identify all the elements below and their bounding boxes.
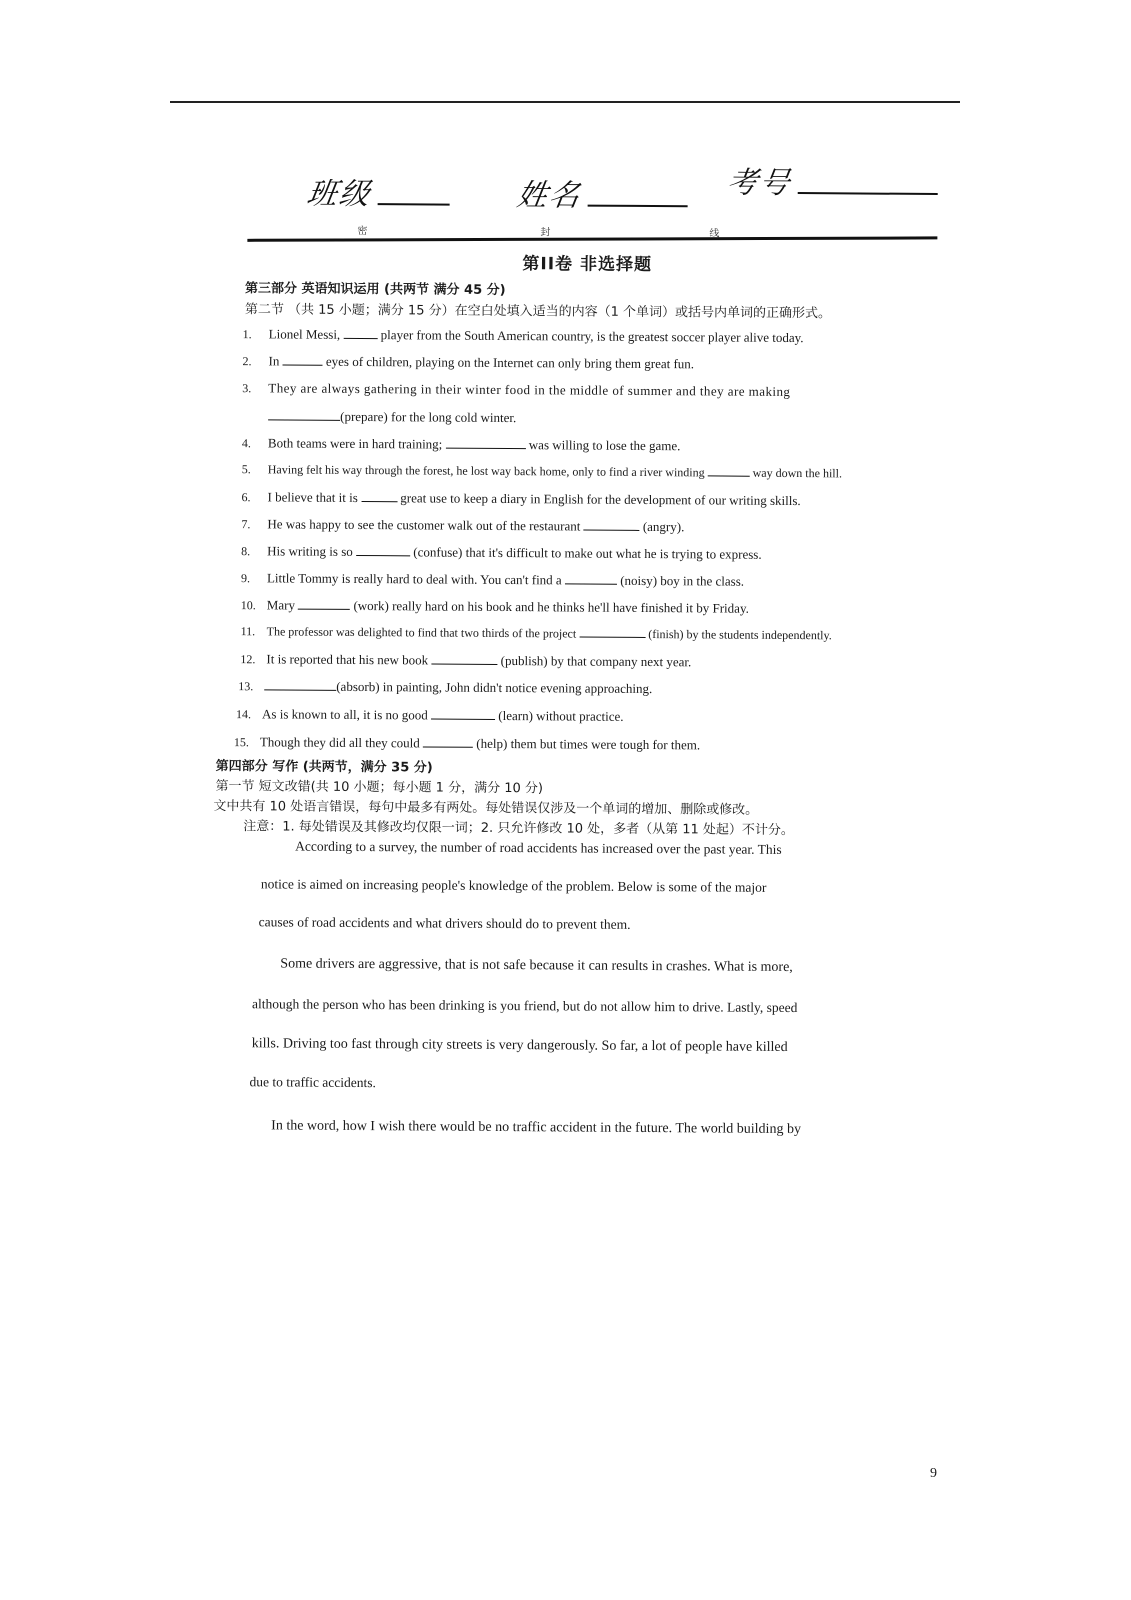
seal-line <box>247 236 937 241</box>
question-text-after: (help) them but times were tough for them. <box>476 735 701 753</box>
answer-blank[interactable] <box>565 573 617 584</box>
question-12 <box>240 651 691 670</box>
question-text-after: way down the hill. <box>752 465 843 481</box>
seal-char-mi: 密 <box>357 225 368 238</box>
question-text-after: (learn) without practice. <box>498 707 624 724</box>
part3-heading: 第三部分 英语知识运用 (共两节 满分 45 分) <box>244 281 506 299</box>
question-9 <box>241 570 744 590</box>
answer-blank[interactable] <box>446 438 526 450</box>
question-number: 3. <box>242 381 252 396</box>
top-rule <box>170 101 960 103</box>
question-number: 6. <box>241 490 251 505</box>
question-11 <box>241 624 832 643</box>
question-number: 7. <box>241 517 251 532</box>
name-blank <box>588 205 688 208</box>
question-text-after: (finish) by the students independently. <box>648 627 832 643</box>
answer-blank[interactable] <box>283 354 323 365</box>
question-text-after: great use to keep a diary in English for the development of our writing skills. <box>400 490 801 509</box>
question-number: 12. <box>240 652 256 667</box>
seal-char-feng: 封 <box>540 227 551 239</box>
question-13 <box>238 678 652 697</box>
name-field <box>514 170 688 215</box>
question-text-before: Little Tommy is really hard to deal with. You can't find a <box>266 570 562 588</box>
question-text-before: In <box>268 353 280 369</box>
name-label: 姓名 <box>514 178 584 214</box>
answer-blank[interactable] <box>268 409 340 421</box>
passage-line-8: In the word, how I wish there would be no traffic accident in the future. The world building by <box>271 1118 802 1138</box>
passage-line-6: kills. Driving too fast through city streets is very dangerously. So far, a lot of people have killed <box>251 1036 788 1055</box>
answer-blank[interactable] <box>579 627 645 638</box>
class-field <box>304 169 450 214</box>
question-number: 5. <box>241 462 251 477</box>
scanned-exam-page <box>211 150 958 1205</box>
question-text-before: Lionel Messi, <box>268 326 341 342</box>
exam-no-label: 考号 <box>724 165 794 201</box>
answer-blank[interactable] <box>343 328 377 339</box>
answer-blank[interactable] <box>423 736 473 747</box>
part4-instruction: 文中共有 10 处语言错误，每句中最多有两处。每处错误仅涉及一个单词的增加、删除或修改。 <box>213 798 759 818</box>
answer-blank[interactable] <box>708 465 750 476</box>
question-number: 2. <box>242 354 252 369</box>
answer-blank[interactable] <box>584 520 640 531</box>
question-text-after: (absorb) in painting, John didn't notice evening approaching. <box>336 678 653 697</box>
question-number: 4. <box>241 436 252 451</box>
part4-heading: 第四部分 写作 (共两节，满分 35 分) <box>215 758 433 776</box>
question-number: 15. <box>233 735 249 750</box>
answer-blank[interactable] <box>356 545 410 556</box>
part4-note: 注意：1. 每处错误及其修改均仅限一词；2. 只允许修改 10 处，多者（从第 11 处起）不计分。 <box>243 819 795 839</box>
question-text-before: As is known to all, it is no good <box>262 706 428 723</box>
question-text-after: was willing to lose the game. <box>528 437 681 454</box>
passage-line-5: although the person who has been drinking is you friend, but do not allow him to drive. Lastly, speed <box>251 996 798 1016</box>
page-number: 9 <box>930 1466 937 1481</box>
exam-no-blank <box>798 192 938 195</box>
question-10 <box>241 597 749 617</box>
class-blank <box>378 203 450 206</box>
passage-line-2: notice is aimed on increasing people's knowledge of the problem. Below is some of the major <box>260 876 767 895</box>
question-1 <box>243 326 804 346</box>
passage-line-3: causes of road accidents and what drivers should do to prevent them. <box>258 914 631 932</box>
question-number: 1. <box>242 327 252 342</box>
answer-blank[interactable] <box>361 491 397 502</box>
question-6 <box>242 489 801 509</box>
answer-blank[interactable] <box>431 709 495 720</box>
question-text-before: They are always gathering in their winter food in the middle of summer and they are making <box>268 380 791 400</box>
section-title: 第II卷 非选择题 <box>522 254 653 276</box>
question-text-before: His writing is so <box>267 543 353 559</box>
question-5 <box>242 462 842 481</box>
question-number: 14. <box>236 707 252 722</box>
question-number: 10. <box>240 598 256 613</box>
question-15 <box>234 734 700 753</box>
question-text-after: (publish) by that company next year. <box>500 652 692 670</box>
question-text-before: He was happy to see the customer walk out of the restaurant <box>267 516 581 534</box>
question-text-after: eyes of children, playing on the Internet can only bring them great fun. <box>325 353 695 372</box>
student-info-row <box>304 165 948 225</box>
question-text-before: I believe that it is <box>267 489 358 505</box>
question-2 <box>242 353 694 372</box>
question-text-before: Though they did all they could <box>259 734 420 751</box>
question-text-after: (prepare) for the long cold winter. <box>340 408 517 426</box>
passage-line-7: due to traffic accidents. <box>249 1074 376 1091</box>
question-number: 9. <box>240 571 251 586</box>
answer-blank[interactable] <box>264 679 336 691</box>
question-text-before: It is reported that his new book <box>266 651 429 668</box>
question-text-after: (work) really hard on his book and he thinks he'll have finished it by Friday. <box>353 597 749 616</box>
question-number: 11. <box>240 624 256 639</box>
part3-instruction: 第二节 （共 15 小题；满分 15 分）在空白处填入适当的内容（1 个单词）或括号内单词的正确形式。 <box>244 302 832 322</box>
seal-char-xian: 线 <box>709 228 720 240</box>
question-14 <box>236 706 624 725</box>
answer-blank[interactable] <box>298 599 350 610</box>
question-text-after: (confuse) that it's difficult to make out what he is trying to express. <box>413 544 762 562</box>
question-text-after: (angry). <box>642 518 685 535</box>
question-4 <box>242 435 681 454</box>
question-3-continued <box>242 408 516 426</box>
passage-line-1: According to a survey, the number of road accidents has increased over the past year. This <box>295 838 782 857</box>
question-text-after: (noisy) boy in the class. <box>620 572 745 589</box>
question-text-before: The professor was delighted to find that two thirds of the project <box>266 624 577 641</box>
class-label: 班级 <box>304 176 374 213</box>
part4-subheading: 第一节 短文改错(共 10 小题；每小题 1 分，满分 10 分) <box>215 778 544 797</box>
answer-blank[interactable] <box>431 654 497 665</box>
question-text-before: Having felt his way through the forest, he lost way back home, only to find a river winding <box>267 462 705 480</box>
question-7 <box>241 516 684 535</box>
passage-line-4: Some drivers are aggressive, that is not safe because it can results in crashes. What is more, <box>280 956 793 976</box>
question-number: 8. <box>241 544 251 559</box>
question-8 <box>241 543 762 563</box>
question-text-before: Mary <box>266 597 296 613</box>
question-3 <box>242 380 790 400</box>
exam-no-field <box>724 158 938 203</box>
question-number: 13. <box>238 679 254 694</box>
question-text-after: player from the South American country, is the greatest soccer player alive today. <box>380 327 804 346</box>
question-text-before: Both teams were in hard training; <box>267 435 443 452</box>
